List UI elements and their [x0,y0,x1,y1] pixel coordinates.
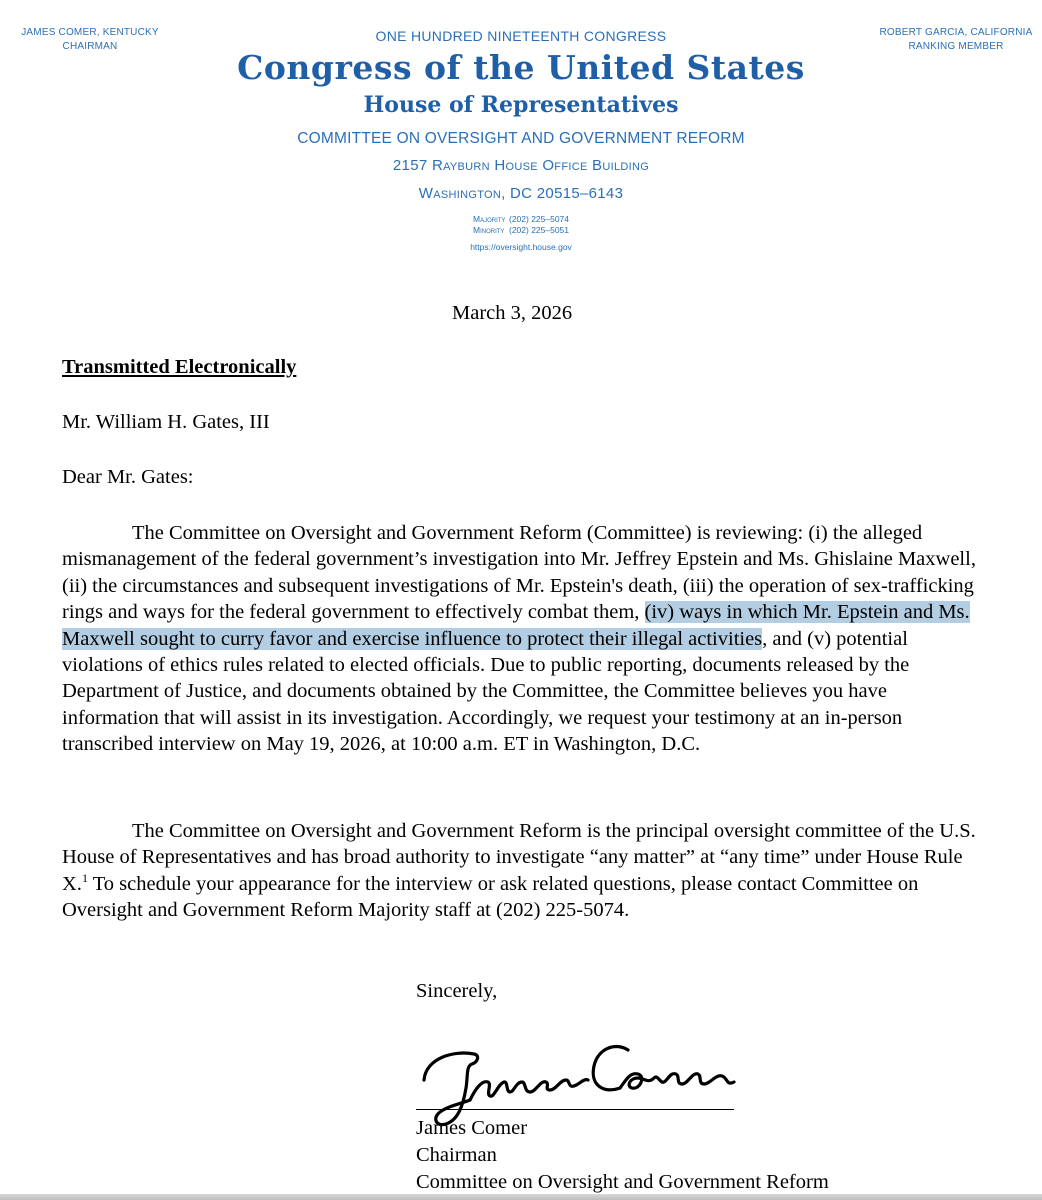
page-bottom-edge [0,1194,1042,1200]
salutation: Dear Mr. Gates: [62,466,194,488]
ranking-member-name: ROBERT GARCIA, CALIFORNIA [879,27,1033,38]
address-line-2: Washington, DC 20515–6143 [418,185,624,202]
majority-phone: (202) 225–5074 [508,214,570,224]
address-line-1: 2157 Rayburn House Office Building [392,157,650,174]
signature-line [416,1109,734,1110]
closing: Sincerely, [416,980,498,1002]
signer-committee: Committee on Oversight and Government Reform [416,1171,829,1193]
minority-phone: (202) 225–5051 [508,225,570,235]
paragraph-2 [62,818,982,924]
ranking-member-title: RANKING MEMBER [908,41,1004,52]
minority-label: Minority [472,225,505,235]
house-name: House of Representatives [363,92,679,118]
signature-image [416,1028,736,1128]
paragraph-2-text: The Committee on Oversight and Government Reform is the principal oversight committee of the U.S. House of Representatives and has broad authority to investigate “any matter” at “any time” under House Rule X. [62,820,976,895]
highlighted-text[interactable]: (iv) ways in which Mr. Epstein and Ms. Maxwell sought to curry favor and exercise influence to protect their illegal activities [62,601,970,650]
addressee: Mr. William H. Gates, III [62,411,270,433]
congress-name: Congress of the United States [237,48,805,87]
chairman-title: CHAIRMAN [62,41,118,52]
phone-numbers [473,214,569,236]
chairman-name: JAMES COMER, KENTUCKY [21,27,159,38]
footnote-marker[interactable]: 1 [81,870,88,885]
paragraph-1-text-cont: , and (v) potential violations of ethics rules related to elected officials. Due to public reporting, documents released by the Department of Justice, and documents obtained by the Committee, the Committee believes you have information that will assist in its investigation. Accordingly, we request your testimony at an in-person transcribed interview on May 19, 2026, at 10:00 a.m. ET in Washington, D.C. [62,627,910,756]
paragraph-2-text-cont: To schedule your appearance for the interview or ask related questions, please contact Committee on Oversight and Government Reform Majority staff at (202) 225-5074. [62,872,919,922]
signer-title: Chairman [416,1144,497,1166]
congress-number: ONE HUNDRED NINETEENTH CONGRESS [375,28,667,44]
letterhead [0,24,1042,253]
majority-label: Majority [472,214,506,224]
paragraph-1 [62,520,982,758]
website-link[interactable]: https://oversight.house.gov [470,242,572,252]
signer-name: James Comer [416,1117,528,1139]
signature-icon [416,1028,746,1128]
paragraph-1-text: The Committee on Oversight and Government Reform (Committee) is reviewing: (i) the alleged mismanagement of the federal government’s investigation into Mr. Jeffrey Epstein and Ms. Ghislaine Maxwell, (ii) the circumstances and subsequent investigations of Mr. Epstein's death, (iii) the operation of sex-trafficking rings and ways for the federal government to effectively combat them, [62,522,976,624]
letter-date: March 3, 2026 [452,302,573,324]
committee-name: COMMITTEE ON OVERSIGHT AND GOVERNMENT REFORM [297,130,745,147]
transmission-note: Transmitted Electronically [62,356,297,378]
signer-block [416,1115,829,1196]
